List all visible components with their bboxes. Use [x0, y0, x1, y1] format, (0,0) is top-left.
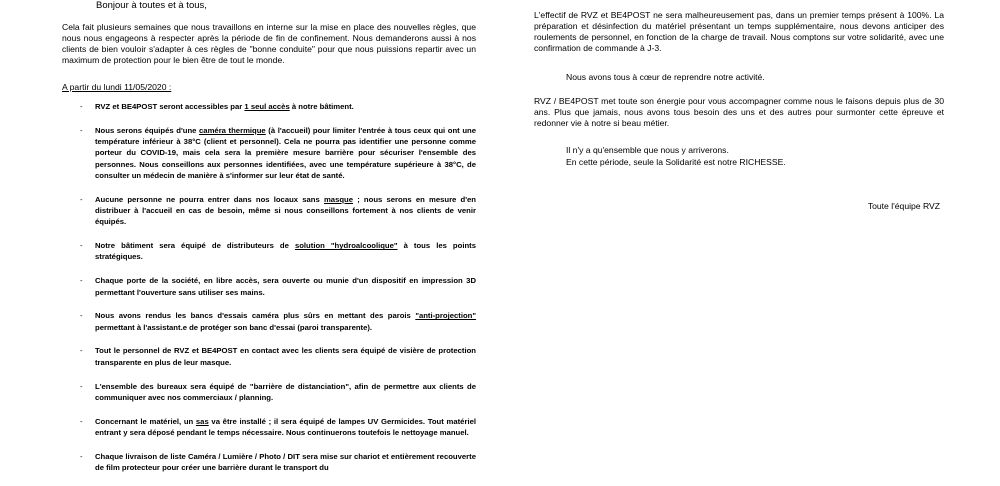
rule-item: - RVZ et BE4POST seront accessibles par 1 seul accès à notre bâtiment. [62, 101, 476, 112]
together-line: Il n'y a qu'ensemble que nous y arriverons. [566, 145, 729, 155]
resume-paragraph: Nous avons tous à cœur de reprendre notre activité. [566, 72, 765, 82]
rule-item: - Tout le personnel de RVZ et BE4POST en contact avec les clients sera équipé de visière de protection transparente en plus de leur masque. [62, 345, 476, 368]
rule-item: - L'ensemble des bureaux sera équipé de "barrière de distanciation", afin de permettre aux clients de communiquer avec nos commerciaux / planning. [62, 381, 476, 404]
solidarity-line: En cette période, seule la Solidarité est notre RICHESSE. [566, 157, 786, 167]
rule-item: - Chaque livraison de liste Caméra / Lumière / Photo / DIT sera mise sur chariot et entièrement recouverte de film protecteur pour créer une barrière durant le transport du [62, 451, 476, 474]
rule-item: - Nous serons équipés d'une caméra thermique (à l'accueil) pour limiter l'entrée à tous ceux qui ont une température inférieur à 38°C (client et personnel). Cela ne pourra pas identifier une personne comme porteur du COVID-19, mais cela sera la première mesure barrière pour sécuriser l'ensemble des personnes. Nous conseillons aux personnes identifiées, avec une température supérieure à 38°C, de consulter un médecin de manière à s'informer sur leur état de santé. [62, 125, 476, 181]
rule-item: - Chaque porte de la société, en libre accès, sera ouverte ou munie d'un dispositif en impression 3D permettant l'ouverture sans utiliser ses mains. [62, 275, 476, 298]
rules-list [62, 101, 476, 486]
rule-item: - Notre bâtiment sera équipé de distributeurs de solution "hydroalcoolique" à tous les points stratégiques. [62, 240, 476, 263]
rule-item: - Aucune personne ne pourra entrer dans nos locaux sans masque ; nous serons en mesure d'en distribuer à l'accueil en cas de besoin, même si nous conseillons fortement à nos clients de venir équipés. [62, 194, 476, 228]
rule-item: - Concernant le matériel, un sas va être installé ; il sera équipé de lampes UV Germicides. Tout matériel entrant y sera déposé pendant le temps nécessaire. Nous continuerons toutefois le nettoyage manuel. [62, 416, 476, 439]
greeting: Bonjour à toutes et à tous, [96, 0, 207, 11]
date-heading: A partir du lundi 11/05/2020 : [62, 82, 172, 92]
energy-paragraph: RVZ / BE4POST met toute son énergie pour vous accompagner comme nous le faisons depuis plus de 30 ans. Plus que jamais, nous avons tous besoin des uns et des autres pour surmonter cette épreuve et redonner vie à notre si beau métier. [534, 96, 944, 128]
intro-paragraph: Cela fait plusieurs semaines que nous travaillons en interne sur la mise en place des nouvelles règles, que nous nous engageons à respecter après la période de fin de confinement. Nous demanderons aussi à nos clients de bien vouloir s'adapter à ces règles de "bonne conduite" pour que nous puissions repartir avec un maximum de protection pour le bien être de tout le monde. [62, 22, 476, 65]
rule-item: - Nous avons rendus les bancs d'essais caméra plus sûrs en mettant des parois "anti-projection" permettant à l'assistant.e de protéger son banc d'essai (paroi transparente). [62, 310, 476, 333]
staffing-paragraph: L'effectif de RVZ et BE4POST ne sera malheureusement pas, dans un premier temps présent à 100%. La préparation et désinfection du matériel présentant un temps supplémentaire, nous devons anticiper des roulements de personnel, en fonction de la charge de travail. Nous comptons sur votre solidarité, avec une confirmation de commande à J-3. [534, 10, 944, 53]
signature: Toute l'équipe RVZ [867, 201, 940, 211]
